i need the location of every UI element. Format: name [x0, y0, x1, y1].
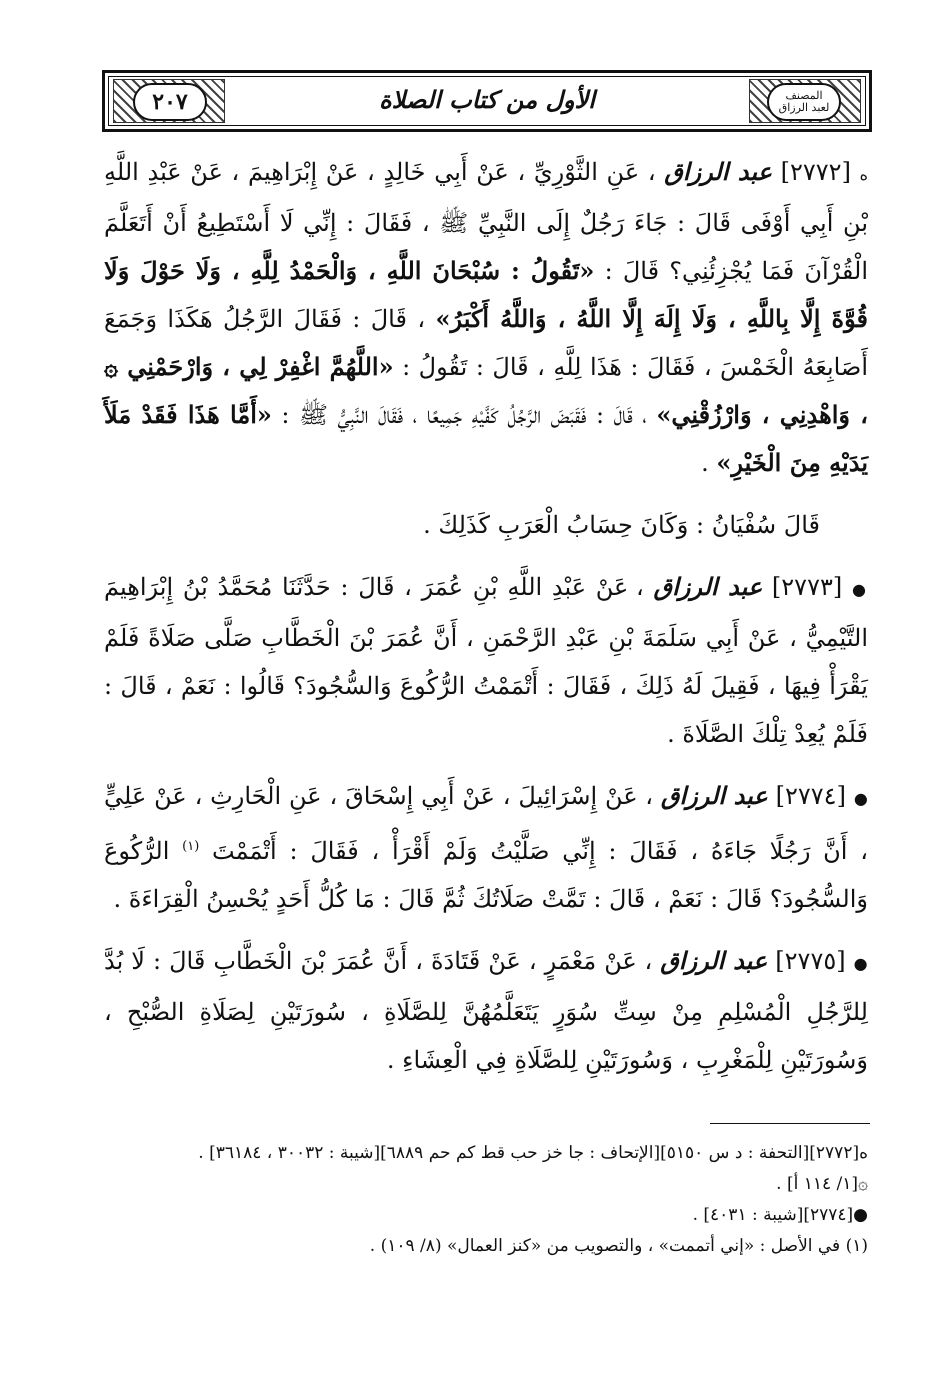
prophetic-saying: «تَقُولُ : سُبْحَانَ اللَّهِ ، وَالْحَمْدُ لِلَّهِ ، وَلَا حَوْلَ وَلَا قُوَّةَ إِلَّا بِاللَّهِ ، وَلَا إِلَهَ إِلَّا اللَّهُ ، وَاللَّهُ أَكْبَرُ»: [104, 256, 868, 333]
hadith-number: [٢٧٧٥]: [775, 947, 846, 975]
hadith-2774: [104, 772, 868, 923]
hadith-text: .: [701, 449, 709, 477]
sufyan-comment: قَالَ سُفْيَانُ : وَكَانَ حِسَابُ الْعَرَبِ كَذَلِكَ .: [423, 511, 820, 539]
footnote-1: (١) في الأصل : «إني أتممت» ، والتصويب من «كنز العمال» (٨/ ١٠٩) .: [369, 1236, 868, 1256]
author-name: عبد الرزاق: [660, 781, 768, 810]
bullet-marker: ●: [853, 789, 869, 808]
author-name: عبد الرزاق: [660, 946, 768, 975]
brand-cartouche: [767, 83, 841, 121]
footnote-separator: [710, 1123, 870, 1124]
hadith-text: ، قَالَ : فَقَبَضَ الرَّجُلُ كَفَّيْهِ جَمِيعًا ، فَقَالَ النَّبِيُّ ﷺ :: [281, 401, 647, 429]
hadith-number: [٢٧٧٢]: [780, 158, 851, 186]
takhrij-marker: ه: [859, 165, 869, 184]
hadith-text: ، عَنِ الثَّوْرِيِّ ، عَنْ أَبِي خَالِدٍ ، عَنْ إِبْرَاهِيمَ ، عَنْ عَبْدِ اللَّهِ بْنِ أَبِي أَوْفَى قَالَ : جَاءَ رَجُلٌ إِلَى النَّبِيِّ ﷺ ، فَقَالَ : إِنِّي لَا أَسْتَطِيعُ أَنْ أَتَعَلَّمَ الْقُرْآنَ فَمَا يُجْزِئُنِي؟ قَالَ :: [104, 158, 868, 285]
hadith-text: ، عَنْ عَبْدِ اللَّهِ بْنِ عُمَرَ ، قَالَ : حَدَّثَنَا مُحَمَّدُ بْنُ إِبْرَاهِيمَ التَّيْمِيُّ ، عَنْ أَبِي سَلَمَةَ بْنِ عَبْدِ الرَّحْمَنِ ، أَنَّ عُمَرَ بْنَ الْخَطَّابِ صَلَّى صَلَاةً فَلَمْ يَقْرَأْ فِيهَا ، فَقِيلَ لَهُ ذَلِكَ ، فَقَالَ : أَتْمَمْتُ الرُّكُوعَ وَالسُّجُودَ؟ قَالُوا : نَعَمْ ، قَالَ : فَلَمْ يُعِدْ تِلْكَ الصَّلَاةَ .: [104, 573, 868, 748]
bullet-marker: ●: [853, 954, 868, 973]
running-title: الأول من كتاب الصلاة: [379, 85, 595, 114]
hadith-number: [٢٧٧٣]: [771, 573, 843, 601]
author-name: عبد الرزاق: [653, 572, 763, 601]
footnote-reference: (١): [182, 839, 200, 854]
prophetic-saying: «اللَّهُمَّ اغْفِرْ لِي ، وَارْحَمْنِي ۞ ، وَاهْدِنِي ، وَارْزُقْنِي»: [104, 352, 868, 429]
hadith-text: ، عَنْ مَعْمَرٍ ، عَنْ قَتَادَةَ ، أَنَّ عُمَرَ بْنَ الْخَطَّابِ قَالَ : لَا بُدَّ لِلرَّجُلِ الْمُسْلِمِ مِنْ سِتِّ سُوَرٍ يَتَعَلَّمُهُنَّ لِلصَّلَاةِ ، سُورَتَيْنِ لِصَلَاةِ الصُّبْحِ ، وَسُورَتَيْنِ لِلْمَغْرِبِ ، وَسُورَتَيْنِ لِلصَّلَاةِ فِي الْعِشَاءِ .: [104, 947, 868, 1074]
hadith-number: [٢٧٧٤]: [775, 782, 846, 810]
hadith-2772: [104, 148, 868, 487]
page-number: ٢٠٧: [152, 89, 188, 115]
hadith-2775: [104, 937, 868, 1084]
brand-logo: المصنف لعبد الرزاق: [778, 89, 830, 114]
hadith-2773: [104, 563, 868, 758]
hadith-text: ، عَنْ إِسْرَائِيلَ ، عَنْ أَبِي إِسْحَاقَ ، عَنِ الْحَارِثِ ، عَنْ عَلِيٍّ ، أَنَّ رَجُلًا جَاءَهُ ، فَقَالَ : إِنِّي صَلَّيْتُ وَلَمْ أَقْرَأْ ، فَقَالَ : أَتْمَمْتَ: [104, 782, 868, 865]
main-text: [104, 148, 868, 1098]
footnotes: [104, 1138, 868, 1262]
bullet-marker: ●: [851, 580, 868, 599]
prophetic-saying: «أَمَّا هَذَا فَقَدْ مَلَأَ يَدَيْهِ مِنَ الْخَيْرِ»: [104, 400, 868, 477]
hadith-text: الرُّكُوعَ وَالسُّجُودَ؟ قَالَ : نَعَمْ ، قَالَ : تَمَّتْ صَلَاتُكَ ثُمَّ قَالَ : مَا كُلُّ أَحَدٍ يُحْسِنُ الْقِرَاءَةَ .: [104, 837, 868, 913]
footnote-folio: ۞[١/ ١١٤ أ] .: [776, 1174, 868, 1194]
footnote-takhrij-2774: ●[٢٧٧٤][شيبة : ٤٠٣١] .: [692, 1205, 868, 1225]
author-name: عبد الرزاق: [664, 157, 772, 186]
page-header: [102, 70, 872, 132]
page-number-cartouche: [133, 83, 207, 121]
hadith-text: ، قَالَ : فَقَالَ الرَّجُلُ هَكَذَا وَجَمَعَ أَصَابِعَهُ الْخَمْسَ ، فَقَالَ : هَذَا لِلَّهِ ، قَالَ : تَقُولُ :: [104, 305, 868, 381]
footnote-takhrij-2772: ه[٢٧٧٢][التحفة : د س ٥١٥٠][الإتحاف : جا خز حب قط كم حم ٦٨٨٩][شيبة : ٣٠٠٣٢ ، ٣٦١٨٤] .: [198, 1143, 868, 1163]
